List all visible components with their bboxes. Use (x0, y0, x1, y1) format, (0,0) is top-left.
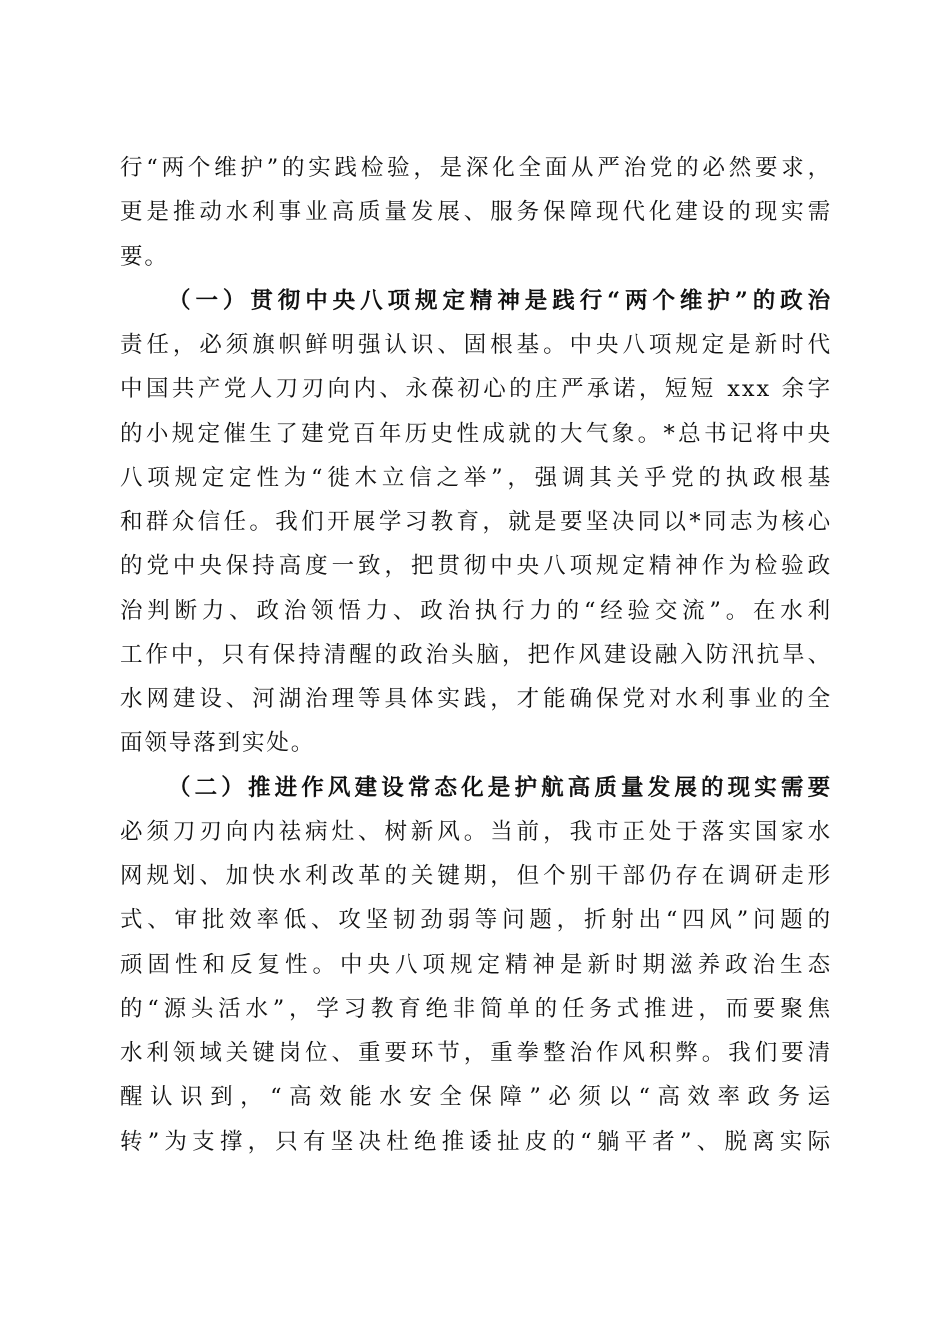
document-body (120, 146, 832, 1164)
text-line: 式、审批效率低、攻坚韧劲弱等问题，折射出“四风”问题的 (120, 907, 832, 934)
section-heading-line: （一）贯彻中央八项规定精神是践行“两个维护”的政治 (168, 287, 832, 314)
text-line: 水利领域关键岗位、重要环节，重拳整治作风积弊。我们要清 (120, 1040, 832, 1066)
text-line: 面领导落到实处。 (120, 730, 316, 757)
text-line: 水网建设、河湖治理等具体实践，才能确保党对水利事业的全 (120, 686, 832, 712)
text-line: 要。 (120, 243, 169, 270)
text-line: 和群众信任。我们开展学习教育，就是要坚决同以*同志为核心 (120, 509, 832, 535)
text-line: 责任，必须旗帜鲜明强认识、固根基。中央八项规定是新时代 (120, 332, 832, 358)
text-line: 转”为支撑，只有坚决杜绝推诿扯皮的“躺平者”、脱离实际 (120, 1128, 832, 1155)
text-line: 的党中央保持高度一致，把贯彻中央八项规定精神作为检验政 (120, 553, 832, 580)
paragraph-continuation (120, 146, 832, 279)
text-line: 醒认识到，“高效能水安全保障”必须以“高效率政务运 (120, 1084, 832, 1111)
text-line: 的“源头活水”，学习教育绝非简单的任务式推进，而要聚焦 (120, 995, 832, 1022)
text-line: 网规划、加快水利改革的关键期，但个别干部仍存在调研走形 (120, 863, 832, 889)
text-line: 的小规定催生了建党百年历史性成就的大气象。*总书记将中央 (120, 420, 832, 447)
text-line: 工作中，只有保持清醒的政治头脑，把作风建设融入防汛抗旱、 (120, 641, 832, 668)
text-line: 更是推动水利事业高质量发展、服务保障现代化建设的现实需 (120, 199, 832, 226)
paragraph-section-1 (120, 279, 832, 766)
section-heading-line: （二）推进作风建设常态化是护航高质量发展的现实需要 (168, 774, 832, 801)
text-line: 行“两个维护”的实践检验，是深化全面从严治党的必然要求， (120, 155, 832, 181)
text-line: 治判断力、政治领悟力、政治执行力的“经验交流”。在水利 (120, 597, 832, 624)
paragraph-section-2 (120, 766, 832, 1164)
text-line: 中国共产党人刀刃向内、永葆初心的庄严承诺，短短 xxx 余字 (120, 376, 832, 403)
text-line: 八项规定定性为“徙木立信之举”，强调其关乎党的执政根基 (120, 464, 832, 491)
text-line: 必须刀刃向内祛病灶、树新风。当前，我市正处于落实国家水 (120, 818, 832, 845)
text-line: 顽固性和反复性。中央八项规定精神是新时期滋养政治生态 (120, 951, 832, 978)
